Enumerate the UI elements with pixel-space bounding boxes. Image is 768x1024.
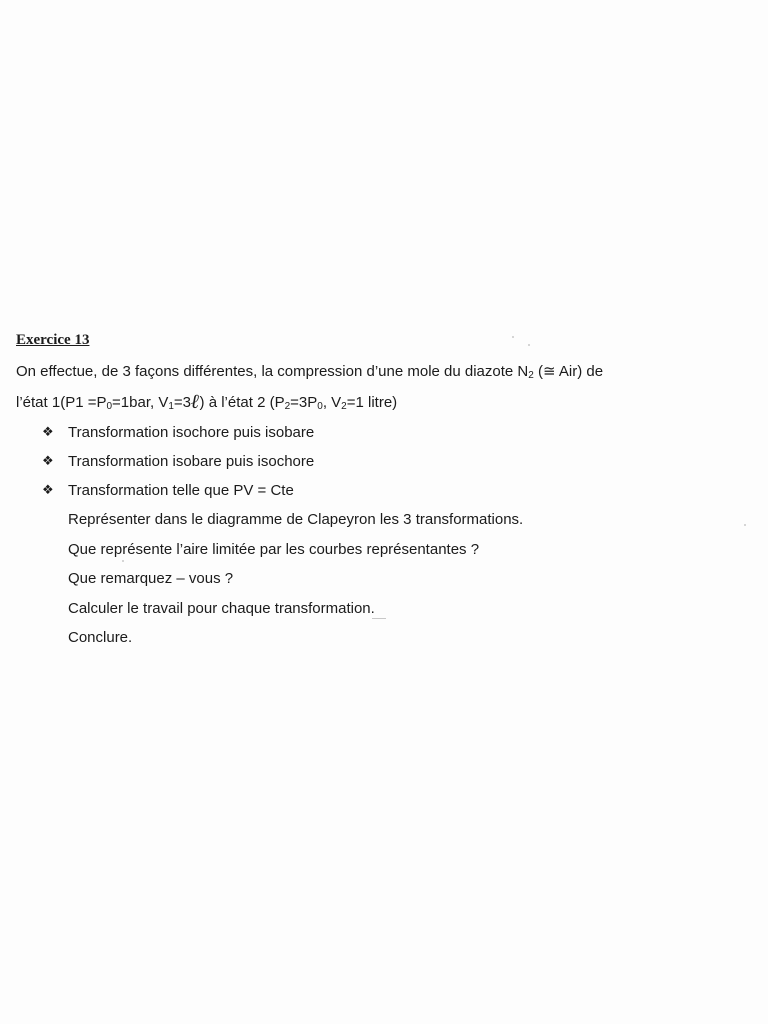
four-diamond-bullet-icon: ❖ [42,454,54,469]
exercise-block [16,330,756,653]
question-list [16,505,756,653]
list-item: ❖ Transformation isobare puis isochore [42,447,756,476]
exercise-statement: On effectue, de 3 façons différentes, la compression d’une mole du diazote $N_2$ (≅ Air) de l’état $1(P1 =P_0=1bar$, $V_1=3\ell$) à l’état 2 ($P_2=3P_0$, $V_2=1$ litre) [16,363,604,413]
scan-speck [744,524,746,526]
question-line: Conclure. [68,629,133,646]
four-diamond-bullet-icon: ❖ [42,425,54,440]
scan-speck [512,336,514,338]
four-diamond-bullet-icon: ❖ [42,483,54,498]
question-line: Que remarquez – vous ? [68,570,234,587]
scan-speck [372,618,386,619]
scan-speck [122,560,124,562]
question-line: Que représente l’aire limitée par les courbes représentantes ? [68,540,480,558]
handwritten-litre-symbol: ℓ [191,389,200,413]
list-item: ❖ Transformation telle que PV = Cte [42,476,756,505]
exercise-title: Exercice 13 [16,332,90,348]
question-line: Calculer le travail pour chaque transformation. [68,599,375,617]
scan-speck [528,344,530,346]
list-item: ❖ Transformation isochore puis isobare [42,418,756,447]
transformation-list [16,418,756,505]
question-line: Représenter dans le diagramme de Clapeyron les 3 transformations. [68,511,524,528]
